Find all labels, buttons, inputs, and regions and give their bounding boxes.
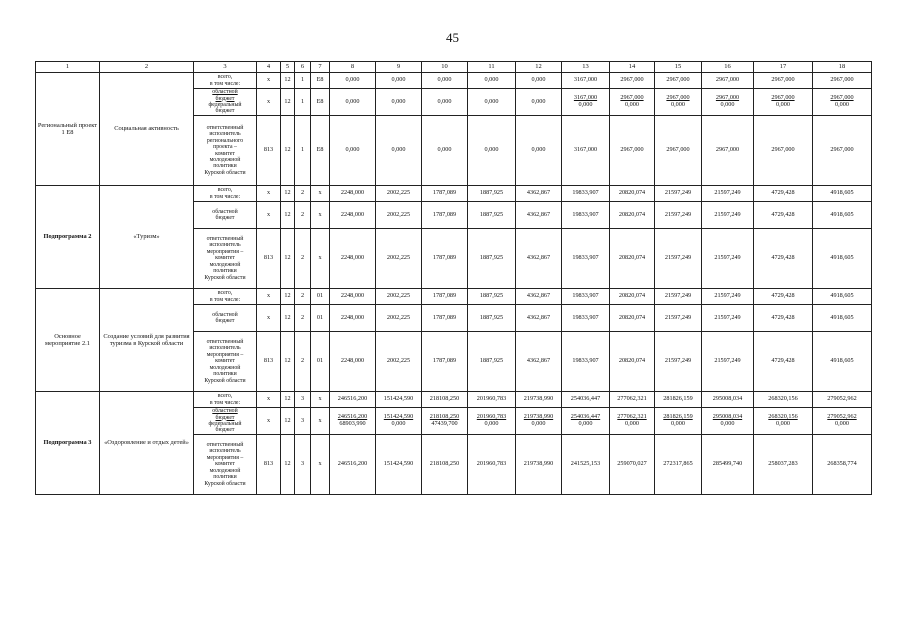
budget-code-cell: 12 [281,202,295,229]
amount-cell: 19833,907 [562,332,610,392]
amount-cell: 2967,000 0,000 [610,89,655,116]
amount-cell: 268358,774 [813,435,872,495]
amount-cell: 1887,925 [468,202,516,229]
amount-cell: 4918,605 [813,202,872,229]
amount-cell: 4362,867 [516,289,562,305]
amount-cell: 19833,907 [562,186,610,202]
amount-cell: 246516,200 [330,392,376,408]
budget-code-cell: 3 [295,435,311,495]
amount-cell: 0,000 [516,89,562,116]
amount-cell: 4362,867 [516,186,562,202]
amount-cell: 1787,089 [422,305,468,332]
budget-code-cell: 1 [295,73,311,89]
column-header: 13 [562,62,610,73]
amount-cell: 3167,000 [562,116,610,186]
amount-cell: 21597,249 [702,289,754,305]
column-header: 18 [813,62,872,73]
amount-cell: 1887,925 [468,186,516,202]
amount-cell: 0,000 [330,89,376,116]
amount-cell: 21597,249 [655,186,702,202]
amount-cell: 2967,000 [655,116,702,186]
program-name: Региональный проект 1 Е8 [36,73,100,186]
funding-source: ответственный исполнитель мероприятия – комитет молодежной политики Курской области [194,435,257,495]
amount-cell: 218108,250 [422,435,468,495]
amount-cell: 2967,000 [702,116,754,186]
table-row [36,289,872,305]
amount-cell: 1787,089 [422,289,468,305]
amount-cell: 277062,321 [610,392,655,408]
amount-cell: 4729,428 [754,289,813,305]
budget-code-cell: 12 [281,435,295,495]
amount-cell: 219738,990 0,000 [516,408,562,435]
amount-cell: 20820,074 [610,229,655,289]
amount-cell: 0,000 [376,73,422,89]
amount-cell: 0,000 [330,73,376,89]
amount-cell: 2002,225 [376,332,422,392]
page-number: 45 [446,30,459,45]
amount-cell: 3167,000 0,000 [562,89,610,116]
budget-code-cell: Е8 [311,89,330,116]
amount-cell: 2967,000 [754,73,813,89]
amount-cell: 21597,249 [655,289,702,305]
amount-cell: 21597,249 [655,332,702,392]
amount-cell: 2002,225 [376,289,422,305]
amount-cell: 268320,156 [754,392,813,408]
budget-code-cell: 2 [295,186,311,202]
budget-code-cell: 12 [281,392,295,408]
amount-cell: 2967,000 [813,116,872,186]
funding-source: всего, в том числе: [194,73,257,89]
amount-cell: 2002,225 [376,186,422,202]
budget-code-cell: 12 [281,186,295,202]
amount-cell: 151424,590 [376,392,422,408]
funding-source: всего, в том числе: [194,186,257,202]
amount-cell: 254036,447 0,000 [562,408,610,435]
amount-cell: 0,000 [422,73,468,89]
amount-cell: 201960,783 [468,435,516,495]
budget-code-cell: 01 [311,332,330,392]
budget-code-cell: 2 [295,332,311,392]
amount-cell: 151424,590 0,000 [376,408,422,435]
funding-source: ответственный исполнитель мероприятия – комитет молодежной политики Курской области [194,229,257,289]
amount-cell: 1787,089 [422,202,468,229]
budget-code-cell: 813 [257,435,281,495]
amount-cell: 19833,907 [562,229,610,289]
budget-code-cell: х [257,305,281,332]
program-description: «Туризм» [100,186,194,289]
column-header: 7 [311,62,330,73]
column-header: 5 [281,62,295,73]
amount-cell: 277062,321 0,000 [610,408,655,435]
column-header: 2 [100,62,194,73]
program-name: Подпрограмма 2 [36,186,100,289]
budget-code-cell: х [311,202,330,229]
amount-cell: 2248,000 [330,202,376,229]
column-header: 17 [754,62,813,73]
amount-cell: 259070,027 [610,435,655,495]
amount-cell: 295008,034 0,000 [702,408,754,435]
amount-cell: 2002,225 [376,305,422,332]
amount-cell: 279052,962 [813,392,872,408]
amount-cell: 218108,250 47439,700 [422,408,468,435]
amount-cell: 279052,962 0,000 [813,408,872,435]
column-header: 10 [422,62,468,73]
amount-cell: 0,000 [330,116,376,186]
budget-code-cell: 12 [281,73,295,89]
table-row [36,73,872,89]
amount-cell: 2967,000 0,000 [655,89,702,116]
budget-code-cell: 2 [295,305,311,332]
amount-cell: 21597,249 [702,202,754,229]
budget-code-cell: 12 [281,116,295,186]
budget-code-cell: 3 [295,408,311,435]
amount-cell: 201960,783 [468,392,516,408]
amount-cell: 4918,605 [813,289,872,305]
amount-cell: 219738,990 [516,435,562,495]
amount-cell: 19833,907 [562,202,610,229]
amount-cell: 0,000 [516,73,562,89]
budget-code-cell: 12 [281,305,295,332]
amount-cell: 2248,000 [330,289,376,305]
amount-cell: 21597,249 [702,229,754,289]
amount-cell: 21597,249 [655,305,702,332]
table-row [36,392,872,408]
amount-cell: 19833,907 [562,305,610,332]
amount-cell: 0,000 [376,116,422,186]
amount-cell: 4918,605 [813,229,872,289]
amount-cell: 1887,925 [468,289,516,305]
table-row [36,186,872,202]
column-header: 16 [702,62,754,73]
column-header: 8 [330,62,376,73]
amount-cell: 2967,000 [813,73,872,89]
amount-cell: 0,000 [516,116,562,186]
amount-cell: 246516,200 68903,990 [330,408,376,435]
funding-source: областной бюджет федеральный бюджет [194,408,257,435]
amount-cell: 241525,153 [562,435,610,495]
budget-code-cell: х [311,435,330,495]
amount-cell: 0,000 [468,89,516,116]
amount-cell: 1787,089 [422,229,468,289]
budget-code-cell: х [257,89,281,116]
amount-cell: 1787,089 [422,332,468,392]
amount-cell: 285499,740 [702,435,754,495]
amount-cell: 2002,225 [376,229,422,289]
budget-code-cell: 2 [295,202,311,229]
amount-cell: 20820,074 [610,186,655,202]
funding-source: областной бюджет [194,305,257,332]
amount-cell: 2967,000 [702,73,754,89]
budget-code-cell: х [257,186,281,202]
amount-cell: 254036,447 [562,392,610,408]
column-header: 9 [376,62,422,73]
program-description: «Оздоровление и отдых детей» [100,392,194,495]
amount-cell: 201960,783 0,000 [468,408,516,435]
amount-cell: 3167,000 [562,73,610,89]
amount-cell: 21597,249 [702,332,754,392]
budget-code-cell: 3 [295,392,311,408]
budget-code-cell: 01 [311,289,330,305]
budget-code-cell: 1 [295,116,311,186]
amount-cell: 4729,428 [754,186,813,202]
amount-cell: 246516,200 [330,435,376,495]
amount-cell: 1887,925 [468,332,516,392]
funding-source: ответственный исполнитель регионального проекта – комитет молодежной политики Курской области [194,116,257,186]
amount-cell: 4918,605 [813,332,872,392]
column-header: 3 [194,62,257,73]
column-header: 12 [516,62,562,73]
amount-cell: 2967,000 [610,73,655,89]
funding-source: областной бюджет федеральный бюджет [194,89,257,116]
column-header: 4 [257,62,281,73]
amount-cell: 272317,865 [655,435,702,495]
amount-cell: 151424,590 [376,435,422,495]
amount-cell: 19833,907 [562,289,610,305]
header-row [36,62,872,73]
amount-cell: 20820,074 [610,305,655,332]
amount-cell: 0,000 [422,116,468,186]
budget-code-cell: х [311,392,330,408]
amount-cell: 295008,034 [702,392,754,408]
budget-code-cell: х [311,229,330,289]
amount-cell: 281826,159 0,000 [655,408,702,435]
amount-cell: 0,000 [468,73,516,89]
amount-cell: 20820,074 [610,332,655,392]
amount-cell: 2248,000 [330,332,376,392]
amount-cell: 0,000 [422,89,468,116]
amount-cell: 2967,000 [754,116,813,186]
budget-code-cell: 2 [295,229,311,289]
budget-code-cell: х [257,202,281,229]
budget-code-cell: 813 [257,332,281,392]
program-name: Подпрограмма 3 [36,392,100,495]
amount-cell: 4918,605 [813,305,872,332]
amount-cell: 4729,428 [754,229,813,289]
amount-cell: 2967,000 [655,73,702,89]
budget-code-cell: 12 [281,289,295,305]
amount-cell: 4729,428 [754,332,813,392]
funding-source: всего, в том числе: [194,392,257,408]
budget-code-cell: 12 [281,229,295,289]
amount-cell: 1787,089 [422,186,468,202]
amount-cell: 2002,225 [376,202,422,229]
amount-cell: 4362,867 [516,305,562,332]
amount-cell: 2248,000 [330,186,376,202]
amount-cell: 0,000 [468,116,516,186]
amount-cell: 21597,249 [702,305,754,332]
column-header: 15 [655,62,702,73]
amount-cell: 1887,925 [468,305,516,332]
amount-cell: 0,000 [376,89,422,116]
amount-cell: 218108,250 [422,392,468,408]
amount-cell: 2967,000 0,000 [813,89,872,116]
budget-table [35,61,872,495]
column-header: 1 [36,62,100,73]
column-header: 6 [295,62,311,73]
amount-cell: 268320,156 0,000 [754,408,813,435]
column-header: 14 [610,62,655,73]
amount-cell: 4362,867 [516,202,562,229]
amount-cell: 1887,925 [468,229,516,289]
budget-code-cell: 12 [281,332,295,392]
amount-cell: 21597,249 [702,186,754,202]
amount-cell: 2967,000 0,000 [754,89,813,116]
budget-code-cell: 12 [281,408,295,435]
amount-cell: 20820,074 [610,202,655,229]
amount-cell: 21597,249 [655,229,702,289]
amount-cell: 2248,000 [330,305,376,332]
budget-code-cell: Е8 [311,73,330,89]
budget-code-cell: 813 [257,229,281,289]
funding-source: всего, в том числе: [194,289,257,305]
amount-cell: 4362,867 [516,332,562,392]
amount-cell: 2967,000 0,000 [702,89,754,116]
budget-code-cell: 2 [295,289,311,305]
budget-code-cell: х [311,408,330,435]
amount-cell: 4729,428 [754,202,813,229]
budget-code-cell: х [311,186,330,202]
amount-cell: 4362,867 [516,229,562,289]
amount-cell: 2967,000 [610,116,655,186]
budget-code-cell: х [257,73,281,89]
budget-code-cell: х [257,408,281,435]
amount-cell: 258037,283 [754,435,813,495]
program-name: Основное мероприятие 2.1 [36,289,100,392]
budget-code-cell: х [257,392,281,408]
amount-cell: 2248,000 [330,229,376,289]
budget-code-cell: 813 [257,116,281,186]
amount-cell: 20820,074 [610,289,655,305]
budget-code-cell: 01 [311,305,330,332]
column-header: 11 [468,62,516,73]
budget-code-cell: х [257,289,281,305]
amount-cell: 281826,159 [655,392,702,408]
amount-cell: 21597,249 [655,202,702,229]
budget-code-cell: 12 [281,89,295,116]
amount-cell: 4729,428 [754,305,813,332]
amount-cell: 4918,605 [813,186,872,202]
program-description: Социальная активность [100,73,194,186]
amount-cell: 219738,990 [516,392,562,408]
funding-source: областной бюджет [194,202,257,229]
program-description: Создание условий для развития туризма в Курской области [100,289,194,392]
budget-code-cell: 1 [295,89,311,116]
funding-source: ответственный исполнитель мероприятия – комитет молодежной политики Курской области [194,332,257,392]
budget-code-cell: Е8 [311,116,330,186]
